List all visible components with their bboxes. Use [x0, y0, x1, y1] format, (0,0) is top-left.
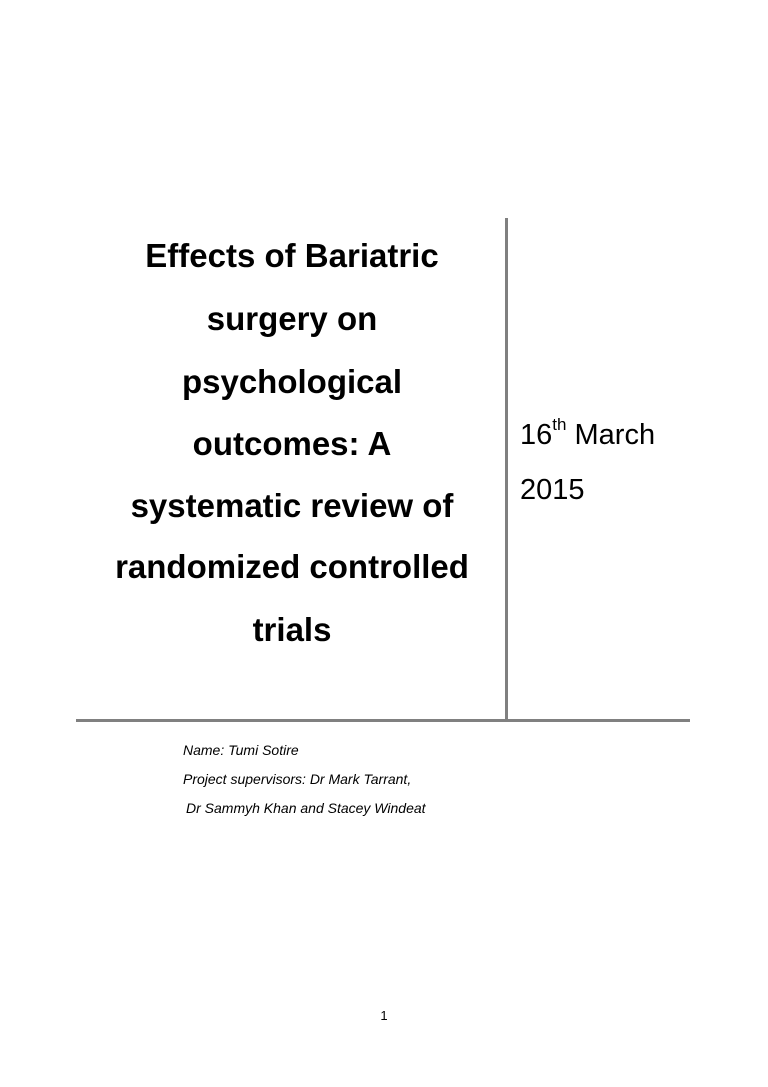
page-number: 1: [380, 1008, 388, 1023]
title-line-6: randomized controlled: [115, 548, 469, 585]
title-line-1: Effects of Bariatric: [145, 237, 439, 274]
date-day: 16: [520, 419, 553, 451]
title-line-2: surgery on: [206, 300, 378, 337]
date-month: March: [574, 419, 656, 451]
date-year: 2015: [520, 474, 585, 506]
title-line-4: outcomes: A: [192, 425, 392, 462]
title-line-7: trials: [252, 611, 332, 648]
supervisors-line-2: Dr Sammyh Khan and Stacey Windeat: [186, 800, 426, 816]
horizontal-divider: [76, 719, 690, 722]
date-day-month: [520, 417, 655, 453]
date-day-suffix: th: [552, 415, 567, 435]
title-line-5: systematic review of: [130, 487, 454, 524]
supervisors-line-1: Project supervisors: Dr Mark Tarrant,: [183, 771, 412, 787]
vertical-divider: [505, 218, 508, 722]
title-line-3: psychological: [181, 363, 403, 400]
author-name: Name: Tumi Sotire: [183, 742, 299, 758]
